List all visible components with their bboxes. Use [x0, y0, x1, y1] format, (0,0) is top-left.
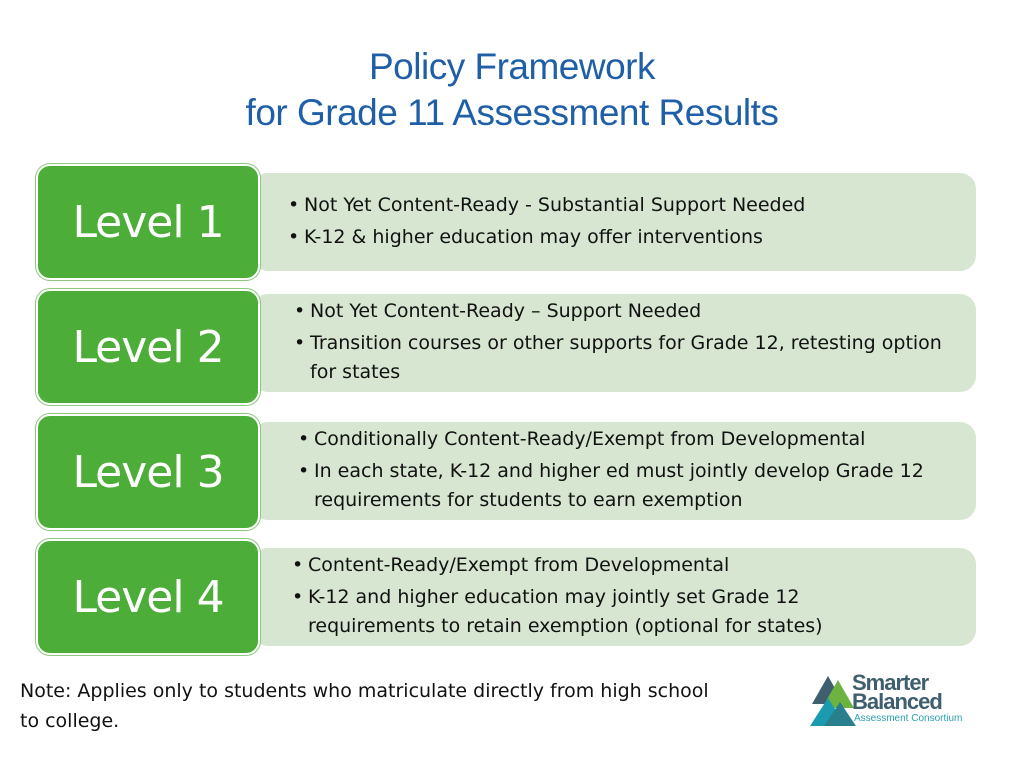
level-4-bullet-1: • Content-Ready/Exempt from Developmental [290, 551, 916, 580]
level-4-bullets [290, 551, 916, 641]
logo-word-balanced: Balanced [852, 689, 942, 714]
slide-title-line-2: for Grade 11 Assessment Results [245, 92, 779, 133]
level-3-bullet-2: • In each state, K-12 and higher ed must jointly develop Grade 12 requirements for students to earn exemption [296, 457, 950, 515]
level-2-bullet-2: • Transition courses or other supports for Grade 12, retesting option for states [292, 329, 946, 387]
level-1-description-box [252, 173, 976, 271]
level-3-bullets [296, 425, 950, 515]
level-2-description-box [252, 294, 976, 392]
logo-subtitle: Assessment Consortium [854, 713, 963, 724]
smarter-balanced-logo [810, 672, 990, 728]
level-3-description-box [252, 422, 976, 520]
footnote: Note: Applies only to students who matriculate directly from high school to college. [20, 680, 709, 732]
level-4-description-box [252, 548, 976, 646]
slide-title-line-1: Policy Framework [369, 46, 655, 87]
level-3-bullet-1: • Conditionally Content-Ready/Exempt from Developmental [296, 425, 950, 454]
logo-triangles-icon [810, 672, 856, 728]
level-4-bullet-2: • K-12 and higher education may jointly set Grade 12 requirements to retain exemption (optional for states) [290, 583, 916, 641]
level-2-badge: Level 2 [36, 289, 260, 405]
level-2-bullets [292, 297, 946, 387]
level-1-bullet-2: • K-12 & higher education may offer interventions [286, 223, 976, 252]
level-1-bullets [286, 191, 976, 252]
level-3-badge: Level 3 [36, 414, 260, 530]
level-2-bullet-1: • Not Yet Content-Ready – Support Needed [292, 297, 946, 326]
logo-word-smarter: Smarter [852, 670, 929, 695]
slide-title [0, 44, 1024, 136]
level-4-badge: Level 4 [36, 539, 260, 655]
level-1-bullet-1: • Not Yet Content-Ready - Substantial Support Needed [286, 191, 976, 220]
level-1-badge: Level 1 [36, 164, 260, 280]
